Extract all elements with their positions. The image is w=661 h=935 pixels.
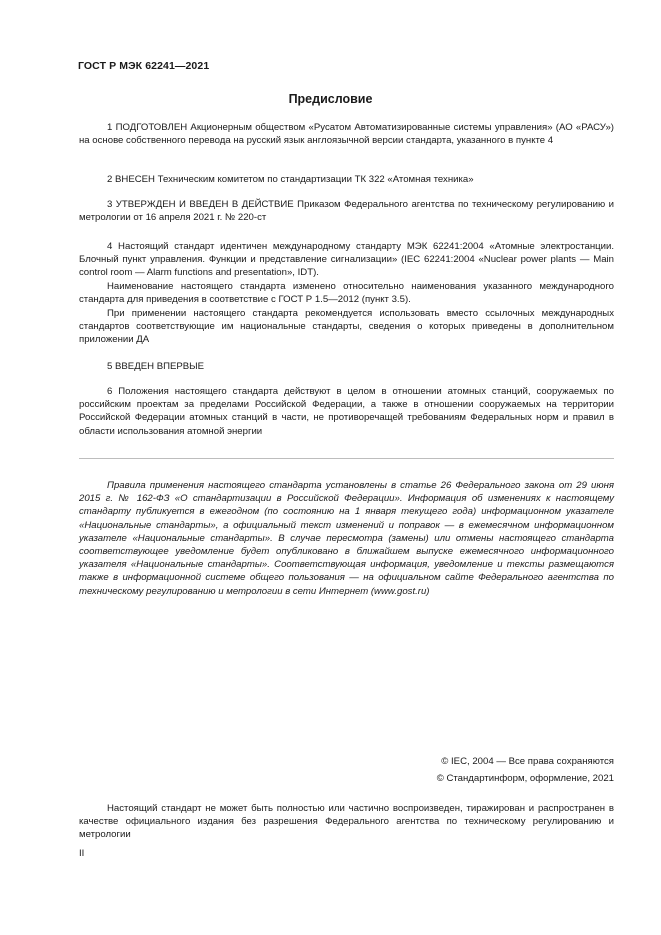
- paragraph-3-approved: 3 УТВЕРЖДЕН И ВВЕДЕН В ДЕЙСТВИЕ Приказом Федерального агентства по техническому регулированию и метрологии от 16 апреля 2021 г. № 220-ст: [79, 199, 614, 224]
- paragraph-2-submitted: 2 ВНЕСЕН Техническим комитетом по стандартизации ТК 322 «Атомная техника»: [107, 174, 474, 185]
- paragraph-4-application: При применении настоящего стандарта рекомендуется использовать вместо ссылочных международных стандартов соответствующие им национальные стандарты, сведения о которых приведены в дополнительном приложении ДА: [79, 308, 614, 346]
- copyright-iec: © IEC, 2004 — Все права сохраняются: [441, 756, 614, 767]
- page-title: Предисловие: [288, 92, 373, 106]
- standardization-notice: Правила применения настоящего стандарта установлены в статье 26 Федерального закона от 29 июня 2015 г. № 162-ФЗ «О стандартизации в Российской Федерации». Информация об изменениях к настоящему стандарту публикуется в ежегодном (по состоянию на 1 января текущего года) информационном указателе «Национальные стандарты», а официальный текст изменений и поправок — в ежемесячном информационном указателе «Национальные стандарты». В случае пересмотра (замены) или отмены настоящего стандарта соответствующее уведомление будет опубликовано в ближайшем выпуске ежемесячного информационного указателя «Национальные стандарты». Соответствующая информация, уведомление и тексты размещаются также в информационной системе общего пользования — на официальном сайте Федерального агентства по техническому регулированию и метрологии в сети Интернет (www.gost.ru): [79, 480, 614, 597]
- paragraph-4-name-change: Наименование настоящего стандарта изменено относительно наименования указанного международного стандарта для приведения в соответствие с ГОСТ Р 1.5—2012 (пункт 3.5).: [79, 281, 614, 306]
- reproduction-notice: Настоящий стандарт не может быть полностью или частично воспроизведен, тиражирован и распространен в качестве официального издания без разрешения Федерального агентства по техническому регулированию и метрологии: [79, 803, 614, 841]
- paragraph-6-provisions: 6 Положения настоящего стандарта действуют в целом в отношении атомных станций, сооружаемых по российским проектам за пределами Российской Федерации, а также в отношении сооружаемых на территории Российской Федерации атомных станций в части, не противоречащей требованиям Федеральных норм и правил в области использования атомной энергии: [79, 386, 614, 437]
- page-number: II: [79, 848, 85, 859]
- section-divider: [79, 458, 614, 459]
- paragraph-5-first-introduced: 5 ВВЕДЕН ВПЕРВЫЕ: [107, 361, 205, 372]
- document-code-header: ГОСТ Р МЭК 62241—2021: [78, 60, 210, 72]
- copyright-standartinform: © Стандартинформ, оформление, 2021: [436, 773, 614, 784]
- paragraph-1-prepared: 1 ПОДГОТОВЛЕН Акционерным обществом «Русатом Автоматизированные системы управления» (АО «РАСУ») на основе собственного перевода на русский язык англоязычной версии стандарта, указанного в пункте 4: [79, 122, 614, 147]
- paragraph-4-identical: 4 Настоящий стандарт идентичен международному стандарту МЭК 62241:2004 «Атомные электростанции. Блочный пункт управления. Функции и представление сигнализации» (IEC 62241:2004 «Nuclear power plants — Main control room — Alarm functions and presentation», IDT).: [79, 241, 614, 279]
